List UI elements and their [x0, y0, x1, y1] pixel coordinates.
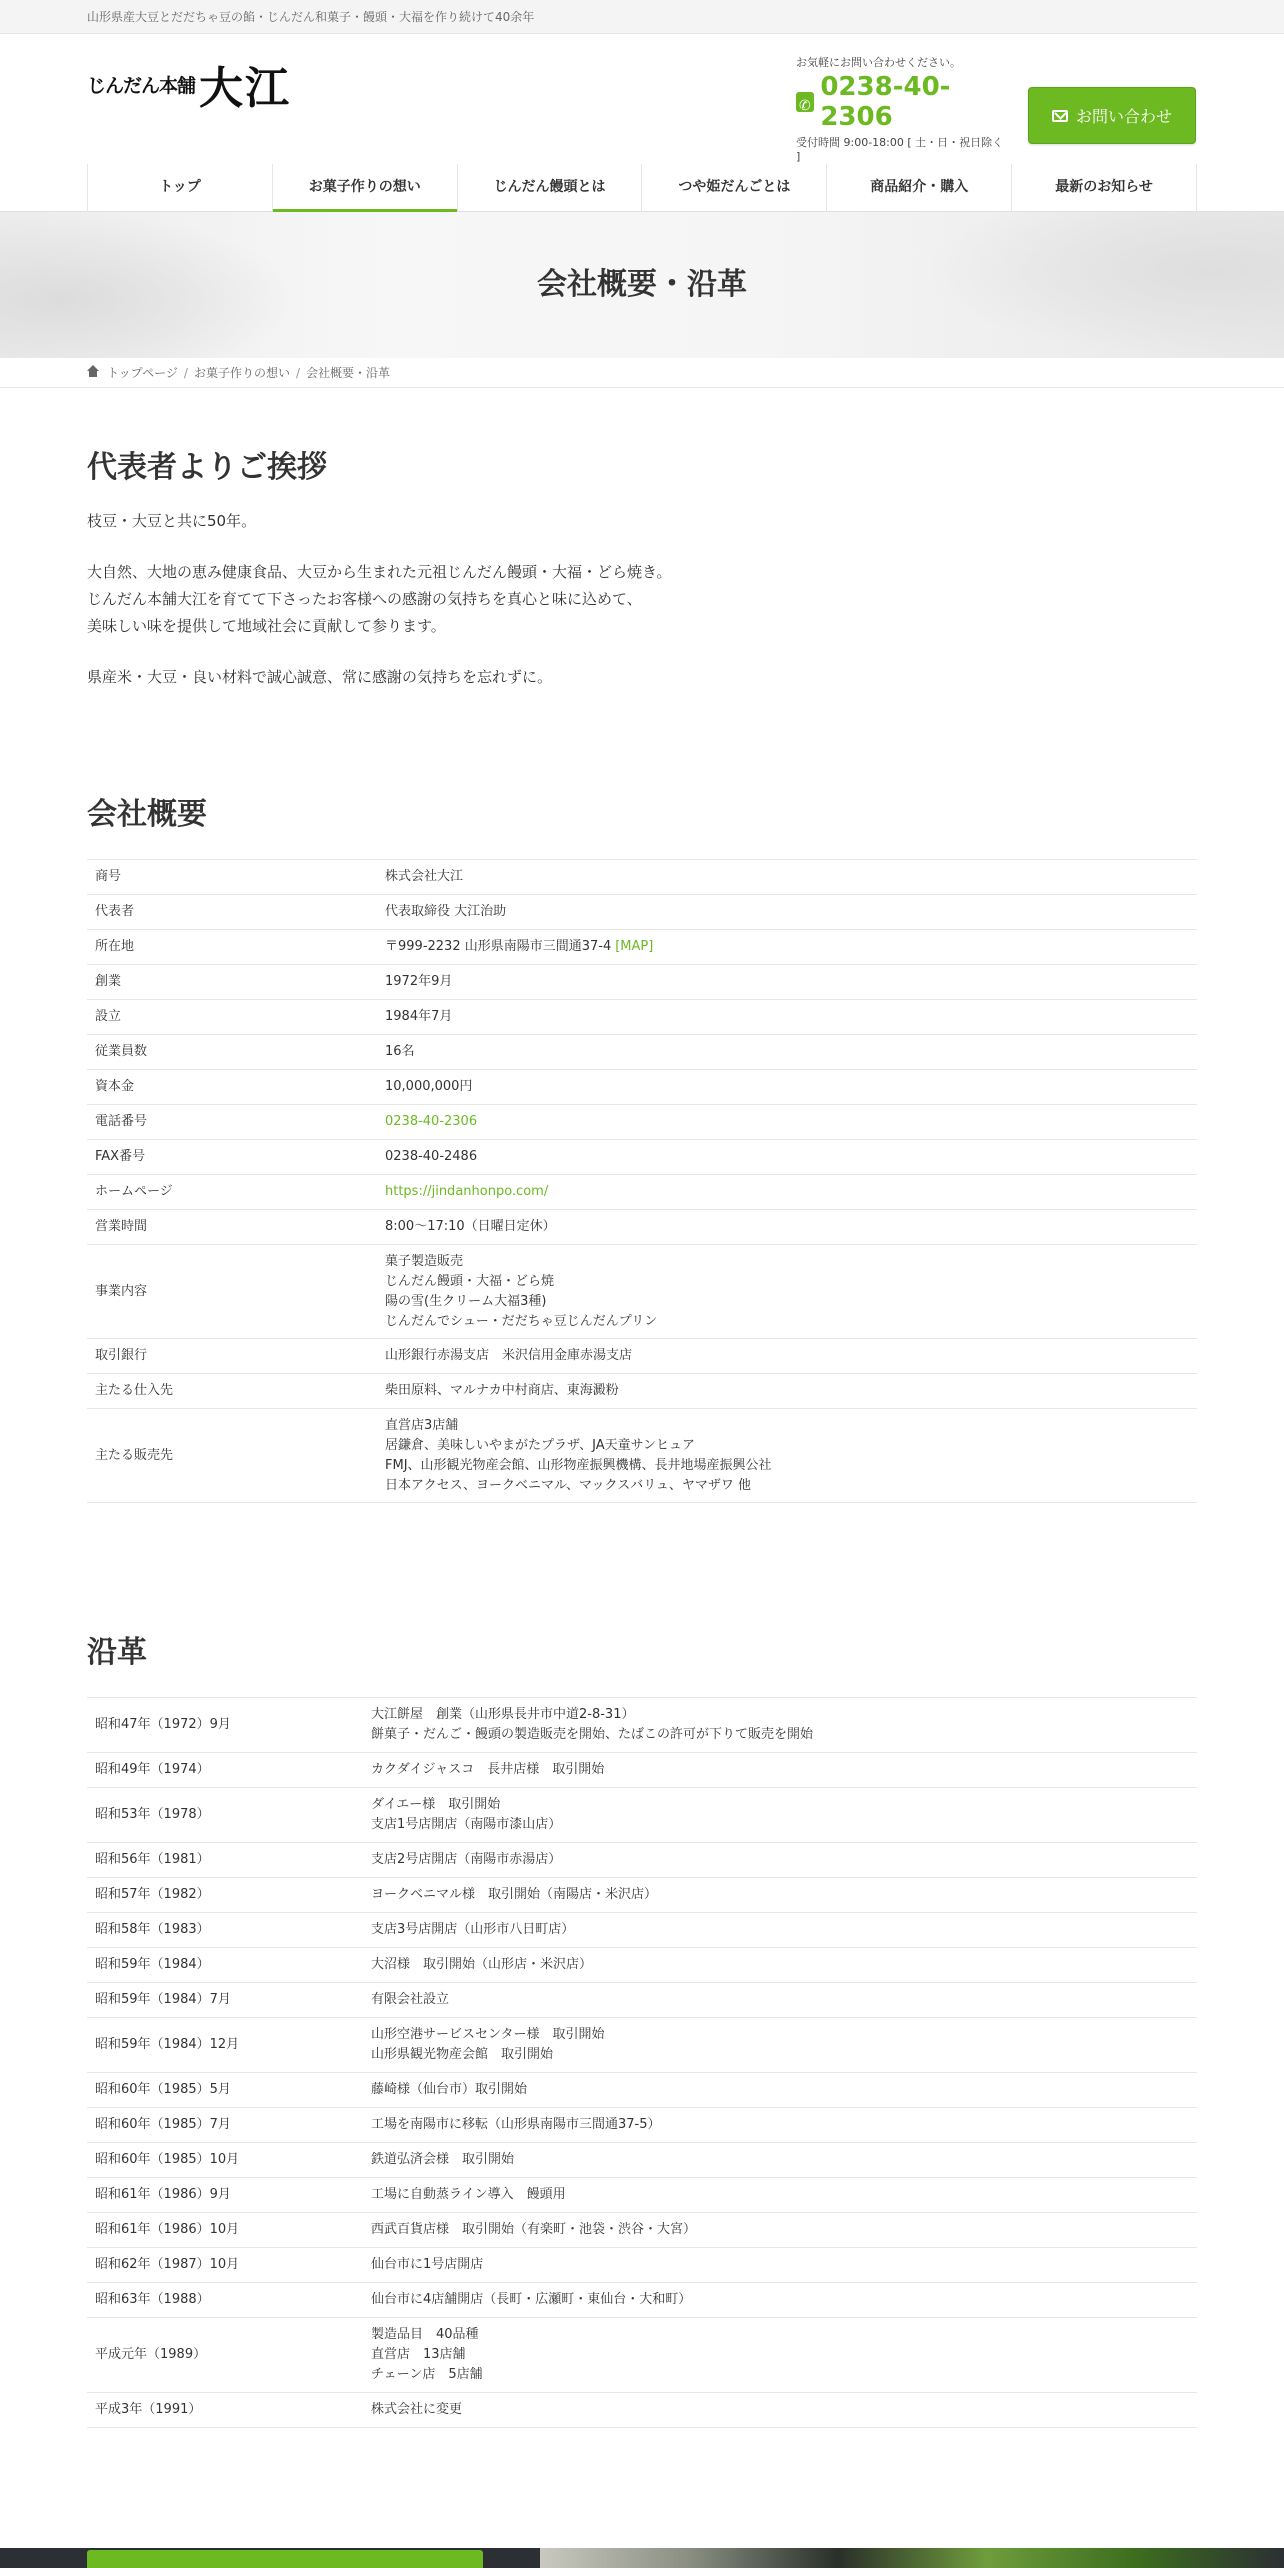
history-row-event: [363, 1913, 1197, 1948]
history-row-date: 昭和59年（1984）: [87, 1948, 363, 1983]
history-row-event: [363, 2018, 1197, 2073]
company-value-line: 直営店3店舗: [385, 1417, 459, 1433]
company-row-value: [377, 1140, 1197, 1175]
company-row-key: 所在地: [87, 930, 377, 965]
company-row: [87, 930, 1197, 965]
greeting-heading: 代表者よりご挨拶: [87, 450, 327, 485]
history-row-date: 昭和61年（1986）10月: [87, 2213, 363, 2248]
history-event-line: 鉄道弘済会様 取引開始: [371, 2152, 515, 2167]
company-row-key: 商号: [87, 860, 377, 895]
company-row-value: [377, 860, 1197, 895]
history-event-line: 仙台市に1号店開店: [371, 2257, 484, 2272]
history-row: [87, 1698, 1197, 1753]
company-row: [87, 1339, 1197, 1374]
history-row: [87, 2248, 1197, 2283]
company-section: [87, 691, 1197, 1503]
company-value-link[interactable]: 0238-40-2306: [385, 1114, 478, 1129]
history-event-line: 山形空港サービスセンター様 取引開始: [371, 2027, 605, 2042]
page-title: 会社概要・沿革: [537, 267, 747, 302]
company-row: [87, 1409, 1197, 1503]
company-value-line: 居鎌倉、美味しいやまがたプラザ、JA天童サンヒュア: [385, 1437, 695, 1453]
company-row-key: 電話番号: [87, 1105, 377, 1140]
company-row-key: 事業内容: [87, 1245, 377, 1339]
history-row-event: [363, 2283, 1197, 2318]
contact-button[interactable]: [1028, 87, 1196, 144]
history-event-line: 工場に自動蒸ライン導入 饅頭用: [371, 2187, 566, 2202]
company-value-line: 柴田原料、マルナカ中村商店、東海澱粉: [385, 1383, 619, 1398]
global-nav: [87, 164, 1197, 212]
nav-item-top[interactable]: トップ: [88, 164, 273, 212]
history-row-event: [363, 1788, 1197, 1843]
company-row: [87, 965, 1197, 1000]
history-row: [87, 2283, 1197, 2318]
company-row-value: [377, 1175, 1197, 1210]
history-row: [87, 2178, 1197, 2213]
company-value-line: 菓子製造販売: [385, 1253, 464, 1269]
nav-item-jindan-manju[interactable]: じんだん饅頭とは: [458, 164, 643, 212]
logo-main: 大江: [199, 63, 292, 114]
logo-sub: じんだん本舗: [87, 74, 196, 97]
history-section: [87, 1503, 1197, 2428]
history-row-date: 昭和56年（1981）: [87, 1843, 363, 1878]
breadcrumb: [0, 358, 1284, 388]
history-row-date: 昭和53年（1978）: [87, 1788, 363, 1843]
history-row: [87, 1948, 1197, 1983]
history-event-line: 藤崎様（仙台市）取引開始: [371, 2082, 528, 2097]
history-row-event: [363, 1983, 1197, 2018]
greeting-p2: [87, 559, 1197, 640]
nav-item-philosophy[interactable]: お菓子作りの想い: [273, 164, 458, 212]
breadcrumb-home[interactable]: トップページ: [107, 365, 178, 380]
company-row-key: 従業員数: [87, 1035, 377, 1070]
history-row-event: [363, 2143, 1197, 2178]
phone-icon: [796, 92, 814, 112]
company-row-value: [377, 895, 1197, 930]
company-value-line: 代表取締役 大江治助: [385, 904, 507, 919]
company-value-line: 日本アクセス、ヨークベニマル、マックスバリュ、ヤマザワ 他: [385, 1477, 752, 1493]
history-row-event: [363, 2213, 1197, 2248]
company-value-link[interactable]: https://jindanhonpo.com/: [385, 1184, 549, 1199]
topbar-text: 山形県産大豆とだだちゃ豆の餡・じんだん和菓子・饅頭・大福を作り続けて40余年: [87, 10, 535, 24]
history-row-date: 昭和59年（1984）12月: [87, 2018, 363, 2073]
home-icon: [87, 368, 99, 378]
company-row-value: [377, 1035, 1197, 1070]
company-value-line: 株式会社大江: [385, 869, 464, 884]
history-row: [87, 2213, 1197, 2248]
company-row: [87, 1245, 1197, 1339]
page-hero: [0, 212, 1284, 358]
company-table: [87, 859, 1197, 1503]
history-row-date: 昭和47年（1972）9月: [87, 1698, 363, 1753]
company-row: [87, 1070, 1197, 1105]
history-event-line: ダイエー様 取引開始: [371, 1797, 501, 1812]
history-event-line: 有限会社設立: [371, 1992, 450, 2007]
history-heading: 沿革: [87, 1635, 147, 1670]
history-row-date: 昭和58年（1983）: [87, 1913, 363, 1948]
footer-photo: [540, 2548, 1284, 2568]
company-row-key: 主たる仕入先: [87, 1374, 377, 1409]
company-row-value: [377, 1210, 1197, 1245]
history-row-date: 昭和49年（1974）: [87, 1753, 363, 1788]
map-link[interactable]: [MAP]: [615, 939, 654, 954]
history-row: [87, 1913, 1197, 1948]
history-row-date: 昭和59年（1984）7月: [87, 1983, 363, 2018]
history-row-event: [363, 1878, 1197, 1913]
mail-icon: [1052, 110, 1068, 122]
history-event-line: 大沼様 取引開始（山形店・米沢店）: [371, 1957, 593, 1972]
history-row: [87, 1753, 1197, 1788]
history-row-date: 昭和62年（1987）10月: [87, 2248, 363, 2283]
footer-strip: [0, 2548, 1284, 2568]
breadcrumb-separator: /: [183, 365, 188, 380]
history-row-event: [363, 1843, 1197, 1878]
history-row: [87, 1983, 1197, 2018]
company-row-value: [377, 1339, 1197, 1374]
greeting-p2-line: じんだん本舗大江を育てて下さったお客様への感謝の気持ちを真心と味に込めて、: [87, 590, 642, 608]
history-row: [87, 2108, 1197, 2143]
history-row: [87, 2018, 1197, 2073]
company-row-value: [377, 930, 1197, 965]
history-row: [87, 2318, 1197, 2393]
history-event-line: 山形県観光物産会館 取引開始: [371, 2047, 554, 2062]
history-event-line: 工場を南陽市に移転（山形県南陽市三間通37-5）: [371, 2117, 661, 2132]
main-content: [0, 388, 1284, 2428]
company-row: [87, 1105, 1197, 1140]
greeting-p2-line: 美味しい味を提供して地域社会に貢献して参ります。: [87, 617, 446, 635]
history-event-line: カクダイジャスコ 長井店様 取引開始: [371, 1762, 605, 1777]
history-row-date: 昭和57年（1982）: [87, 1878, 363, 1913]
history-row-date: 昭和60年（1985）7月: [87, 2108, 363, 2143]
company-row-value: [377, 1374, 1197, 1409]
company-value-line: 16名: [385, 1044, 415, 1059]
company-row-key: FAX番号: [87, 1140, 377, 1175]
company-value-line: じんだん饅頭・大福・どら焼: [385, 1273, 555, 1289]
company-row-value: [377, 1105, 1197, 1140]
history-row: [87, 2143, 1197, 2178]
history-row-date: 昭和61年（1986）9月: [87, 2178, 363, 2213]
history-row-event: [363, 2393, 1197, 2428]
company-row: [87, 1210, 1197, 1245]
nav-item-news[interactable]: 最新のお知らせ: [1012, 164, 1197, 212]
history-event-line: 餅菓子・だんご・饅頭の製造販売を開始、たばこの許可が下りて販売を開始: [371, 1727, 814, 1742]
contact-hours: 受付時間 9:00-18:00 [ 土・日・祝日除く ]: [796, 136, 1004, 163]
history-row-event: [363, 1698, 1197, 1753]
history-row: [87, 1878, 1197, 1913]
company-row-key: 主たる販売先: [87, 1409, 377, 1503]
company-value-line: 8:00～17:10（日曜日定休）: [385, 1219, 556, 1234]
breadcrumb-separator: /: [295, 365, 301, 380]
breadcrumb-philosophy[interactable]: お菓子作りの想い: [193, 365, 290, 380]
company-row: [87, 1140, 1197, 1175]
history-event-line: 仙台市に4店舗開店（長町・広瀬町・東仙台・大和町）: [371, 2292, 692, 2307]
history-event-line: 西武百貨店様 取引開始（有楽町・池袋・渋谷・大宮）: [371, 2222, 697, 2237]
breadcrumb-current: 会社概要・沿革: [306, 365, 391, 380]
nav-item-products[interactable]: 商品紹介・購入: [827, 164, 1012, 212]
company-value-line: 〒999-2232 山形県南陽市三間通37-4: [385, 939, 612, 954]
history-event-line: 支店3号店開店（山形市八日町店）: [371, 1922, 575, 1937]
company-value-line: FMJ、山形観光物産会館、山形物産振興機構、長井地場産振興公社: [385, 1457, 772, 1473]
topbar: [0, 0, 1284, 34]
company-value-line: 1984年7月: [385, 1009, 453, 1024]
company-row: [87, 1035, 1197, 1070]
company-row-value: [377, 1000, 1197, 1035]
history-row: [87, 2393, 1197, 2428]
contact-tel-number: 0238-40-2306: [820, 72, 951, 132]
company-row-key: 代表者: [87, 895, 377, 930]
history-row-date: 昭和60年（1985）10月: [87, 2143, 363, 2178]
company-row-value: [377, 965, 1197, 1000]
company-row: [87, 895, 1197, 930]
contact-button-label: お問い合わせ: [1075, 107, 1172, 126]
company-row-value: [377, 1245, 1197, 1339]
history-row-event: [363, 1948, 1197, 1983]
history-event-line: チェーン店 5店舗: [371, 2367, 483, 2382]
company-row-key: 設立: [87, 1000, 377, 1035]
history-row-date: 平成元年（1989）: [87, 2318, 363, 2393]
history-row: [87, 1843, 1197, 1878]
history-row-event: [363, 1753, 1197, 1788]
greeting-section: [87, 388, 1197, 691]
history-row-event: [363, 2248, 1197, 2283]
company-value-line: 10,000,000円: [385, 1079, 473, 1094]
history-event-line: 支店1号店開店（南陽市漆山店）: [371, 1817, 562, 1832]
history-event-line: 直営店 13店舗: [371, 2347, 466, 2362]
site-header: [0, 34, 1284, 212]
header-contact: [796, 54, 1006, 163]
site-logo[interactable]: [87, 54, 291, 114]
company-row-key: 創業: [87, 965, 377, 1000]
company-row: [87, 1175, 1197, 1210]
history-row-event: [363, 2108, 1197, 2143]
company-value-line: 陽の雪(生クリーム大福3種): [385, 1293, 547, 1309]
company-row-value: [377, 1070, 1197, 1105]
history-event-line: 製造品目 40品種: [371, 2327, 479, 2342]
footer-banner-button[interactable]: [87, 2550, 483, 2568]
history-table: [87, 1697, 1197, 2428]
history-row-event: [363, 2178, 1197, 2213]
history-row: [87, 2073, 1197, 2108]
greeting-p2-line: 大自然、大地の恵み健康食品、大豆から生まれた元祖じんだん饅頭・大福・どら焼き。: [87, 563, 672, 581]
history-event-line: 支店2号店開店（南陽市赤湯店）: [371, 1852, 562, 1867]
history-row-date: 昭和60年（1985）5月: [87, 2073, 363, 2108]
company-row-key: 営業時間: [87, 1210, 377, 1245]
company-value-line: 山形銀行赤湯支店 米沢信用金庫赤湯支店: [385, 1348, 633, 1363]
history-row-date: 昭和63年（1988）: [87, 2283, 363, 2318]
company-row: [87, 860, 1197, 895]
company-row-key: ホームページ: [87, 1175, 377, 1210]
history-row: [87, 1788, 1197, 1843]
company-row-key: 資本金: [87, 1070, 377, 1105]
company-row: [87, 1374, 1197, 1409]
history-event-line: ヨークベニマル様 取引開始（南陽店・米沢店）: [371, 1887, 658, 1902]
company-value-line: じんだんでシュー・だだちゃ豆じんだんプリン: [385, 1313, 658, 1329]
history-row-event: [363, 2073, 1197, 2108]
company-row-key: 取引銀行: [87, 1339, 377, 1374]
greeting-p3: 県産米・大豆・良い材料で誠心誠意、常に感謝の気持ちを忘れずに。: [87, 668, 553, 686]
company-row: [87, 1000, 1197, 1035]
history-row-date: 平成3年（1991）: [87, 2393, 363, 2428]
company-value-line: 1972年9月: [385, 974, 453, 989]
nav-item-tsuyahime-dango[interactable]: つや姫だんごとは: [642, 164, 827, 212]
contact-lead: お気軽にお問い合わせください。: [796, 56, 961, 69]
greeting-p1: 枝豆・大豆と共に50年。: [87, 512, 257, 530]
history-event-line: 株式会社に変更: [371, 2402, 463, 2417]
history-row-event: [363, 2318, 1197, 2393]
history-event-line: 大江餅屋 創業（山形県長井市中道2-8-31）: [371, 1707, 635, 1722]
company-row-value: [377, 1409, 1197, 1503]
company-value-line: 0238-40-2486: [385, 1149, 478, 1164]
contact-tel[interactable]: [796, 72, 1006, 132]
company-heading: 会社概要: [87, 797, 207, 832]
